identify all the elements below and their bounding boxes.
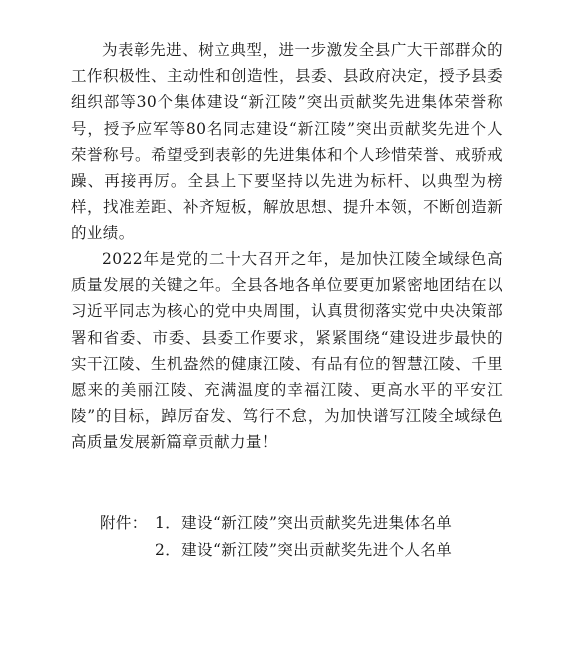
body-paragraph-goals-2022: 2022年是党的二十大召开之年，是加快江陵全域绿色高质量发展的关键之年。全县各地各单位要更加紧密地团结在以习近平同志为核心的党中央周围，认真贯彻落实党中央决策部署和省委、市委、县委工作要求，紧紧围绕“建设进步最快的实干江陵、生机盎然的健康江陵、有品有位的智慧江陵、千里愿来的美丽江陵、充满温度的幸福江陵、更高水平的平安江陵”的目标，踔厉奋发、笃行不怠，为加快谱写江陵全域绿色高质量发展新篇章贡献力量！ bbox=[71, 250, 503, 452]
body-paragraph-commendation: 为表彰先进、树立典型，进一步激发全县广大干部群众的工作积极性、主动性和创造性，县委、县政府决定，授予县委组织部等30个集体建设“新江陵”突出贡献奖先进集体荣誉称号，授予应军等80名同志建设“新江陵”突出贡献奖先进个人荣誉称号。希望受到表彰的先进集体和个人珍惜荣誉、戒骄戒躁、再接再厉。全县上下要坚持以先进为标杆、以典型为榜样，找准差距、补齐短板，解放思想、提升本领，不断创造新的业绩。 bbox=[71, 41, 503, 243]
attachment-item-collective-list: 1．建设“新江陵”突出贡献奖先进集体名单 bbox=[155, 514, 453, 532]
attachments-label: 附件： bbox=[100, 514, 148, 532]
attachment-item-individual-list: 2．建设“新江陵”突出贡献奖先进个人名单 bbox=[155, 541, 453, 559]
